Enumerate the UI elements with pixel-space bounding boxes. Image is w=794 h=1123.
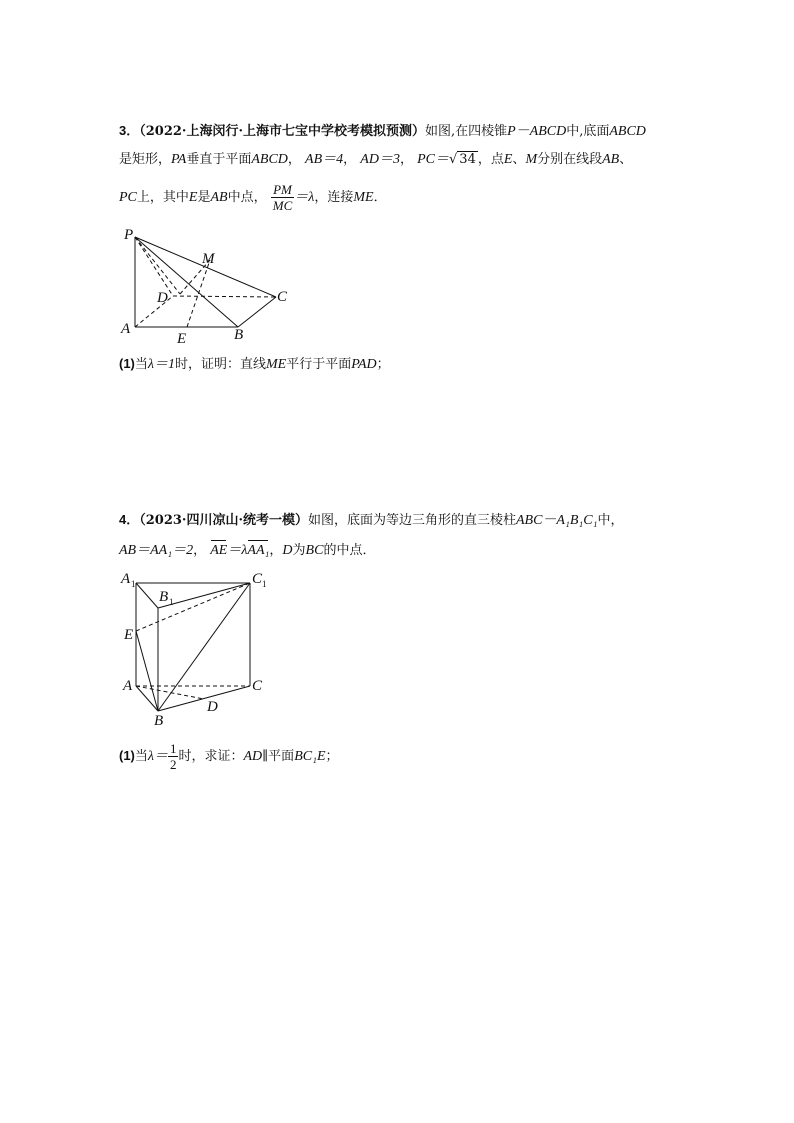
problem3-fraction (271, 182, 295, 213)
label-E: E (124, 627, 134, 643)
label-C: C (252, 678, 263, 694)
label-D: D (157, 290, 168, 306)
problem4-prism: ABC－A₁B₁C₁ (515, 513, 598, 528)
problem3-line2: 是矩形，PA垂直于平面ABCD， AB＝4， AD＝3， PC＝√ 34 ，点E、M分别在线段AB、 (119, 152, 633, 167)
problem3-base: ABCD (609, 124, 646, 139)
problem3-lambda: ＝λ (294, 190, 315, 205)
problem4-d: D (282, 543, 293, 558)
problem4-text: 的中点． (323, 543, 376, 558)
problem3-text: ． (373, 190, 387, 205)
problem3-sub1 (119, 355, 390, 374)
problem3-seg-pc: PC (119, 190, 137, 205)
problem3-ad: AD＝3 (360, 152, 400, 167)
label-A1-sub: 1 (131, 579, 136, 589)
problem4-line2: AB＝AA₁＝2， AE＝λAA₁，D为BC的中点． (119, 543, 376, 558)
problem3-sub1-lambda: λ＝1 (147, 357, 175, 372)
problem3-text: 分别在线段 (537, 152, 603, 167)
label-P: P (124, 227, 134, 243)
problem4-text: 时，求证： (178, 749, 244, 764)
problem4-number: 4． (119, 512, 140, 527)
label-A: A (123, 678, 133, 694)
problem4-source: （2023·四川凉山·统考一模） (139, 513, 308, 528)
problem3-text: 如图,在四棱锥 (424, 124, 508, 139)
problem3-sub1-label: (1) (119, 356, 135, 371)
problem3-ab: AB＝4 (305, 152, 344, 167)
label-D: D (207, 699, 218, 715)
problem3-e: E (503, 152, 513, 167)
problem3-text: 、 (512, 152, 526, 167)
problem3-pc: PC＝ (417, 152, 449, 167)
label-E: E (177, 331, 187, 347)
problem4-vec-aa1: AA₁ (247, 543, 270, 558)
problem3-text: 当 (134, 357, 148, 372)
label-B: B (234, 327, 244, 343)
label-C: C (277, 289, 288, 305)
label-M: M (202, 251, 215, 267)
problem4-text: 如图，底面为等边三角形的直三棱柱 (307, 513, 516, 528)
problem3-text: 是 (197, 190, 211, 205)
problem3-sub1-pad: PAD (351, 357, 377, 372)
problem4-ab-eq: AB＝AA₁＝2 (119, 543, 194, 558)
problem4-frac-num: 1 (169, 741, 177, 756)
problem3-pyramid: P－ABCD (507, 124, 567, 139)
label-B1: B (159, 589, 169, 605)
problem3-text: 平行于平面 (286, 357, 352, 372)
problem4-sub1-label: (1) (119, 748, 135, 763)
label-C1: C (252, 571, 263, 587)
problem4-sub1-lambda: λ＝ (147, 749, 168, 764)
problem4-lambda: ＝λ (227, 543, 248, 558)
problem4-text: 当 (134, 749, 148, 764)
problem3-text: 中点， (227, 190, 267, 205)
problem4-frac-den: 2 (169, 757, 177, 772)
problem3-text: 垂直于平面 (186, 152, 252, 167)
problem3-sub1-me: ME (266, 357, 287, 372)
problem3-text: 上，其中 (136, 190, 189, 205)
problem4-fraction (168, 741, 179, 772)
problem3-number: 3． (119, 123, 140, 138)
problem4-text: ∥平面 (262, 749, 295, 764)
problem3-me: ME (353, 190, 374, 205)
pyramid-figure (110, 222, 310, 350)
problem4-vec-ae: AE (210, 543, 228, 558)
problem4-text: 中， (597, 513, 624, 528)
problem3-line1 (119, 122, 646, 141)
problem4-text: ， (269, 543, 283, 558)
problem4-text: ； (325, 749, 339, 764)
problem4-sub1-plane: BC₁E (294, 749, 326, 764)
problem3-ab: AB (210, 190, 228, 205)
problem4-sub1-ad: AD (243, 749, 263, 764)
problem3-text: 时，证明：直线 (174, 357, 266, 372)
prism-figure (115, 568, 275, 728)
problem3-frac-den: MC (272, 198, 293, 213)
problem3-e: E (188, 190, 198, 205)
label-A1: A (121, 571, 131, 587)
problem3-text: ； (376, 357, 390, 372)
problem3-m: M (525, 152, 538, 167)
problem4-line1 (119, 511, 623, 530)
problem3-frac-num: PM (271, 182, 295, 198)
problem3-pa: PA (171, 152, 187, 167)
label-C1-sub: 1 (262, 579, 267, 589)
problem3-text: 是矩形， (119, 152, 172, 167)
problem4-sub1 (119, 740, 339, 773)
problem3-text: 中,底面 (566, 124, 610, 139)
problem3-text: ，点 (477, 152, 504, 167)
label-B1-sub: 1 (169, 597, 174, 607)
label-A: A (121, 321, 131, 337)
problem4-bc: BC (305, 543, 324, 558)
label-B: B (154, 713, 164, 728)
problem3-source: （2022·上海闵行·上海市七宝中学校考模拟预测） (139, 124, 425, 139)
problem3-line3 (119, 182, 387, 214)
problem4-text: 为 (292, 543, 306, 558)
problem3-plane: ABCD (251, 152, 288, 167)
problem3-text: ，连接 (314, 190, 354, 205)
problem3-seg-ab: AB (602, 152, 620, 167)
problem3-pc-sqrt: 34 (459, 152, 476, 167)
